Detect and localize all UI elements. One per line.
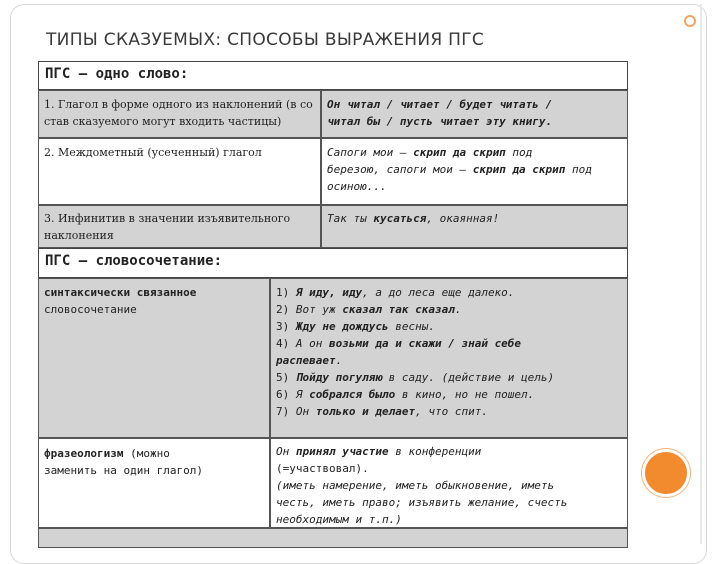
s1-row3-left-line1: 3. Инфинитив в значении изъявительного <box>44 212 291 225</box>
s1-row3-left-line2: наклонения <box>44 229 114 242</box>
example-text-pre: Я <box>295 388 310 401</box>
s1-row1-left-line1: 1. Глагол в форме одного из наклонений (в со <box>44 98 313 111</box>
example-bold: распевает <box>276 354 336 367</box>
section2-heading-text: ПГС — словосочетание: <box>45 253 223 269</box>
s1-row3-right <box>321 205 628 248</box>
s2-row2-left <box>38 438 270 528</box>
example-text: , что спит. <box>415 405 488 418</box>
example-text: в саду. (действие и цель) <box>381 371 555 384</box>
s2-row1-left-line2: словосочетание <box>44 303 137 316</box>
s1-row2-right-text4: под <box>565 163 592 176</box>
example-number: 3) <box>276 320 296 333</box>
decor-circle-small <box>684 15 696 27</box>
example-text-pre: А он <box>295 337 329 350</box>
s1-row3-right-bold: кусаться <box>373 212 427 225</box>
example-number: 7) <box>276 405 296 418</box>
s1-row1-right <box>321 90 628 138</box>
s1-row2-right-text3: березою, сапоги мои — <box>327 163 473 176</box>
s2-row1-left <box>38 278 270 438</box>
example-bold: Я иду, иду <box>295 286 363 299</box>
example-text: , а до леса еще далеко. <box>362 286 515 299</box>
example-4 <box>276 335 622 352</box>
example-bold: Жду не дождусь <box>295 320 389 333</box>
s1-row2-right-text1: Сапоги мои — <box>327 146 414 159</box>
s1-row1-right-line1: Он читал / читает / будет читать / <box>327 98 553 111</box>
example-text: . <box>454 303 462 316</box>
s2-row2-right-line5: необходимым и т.п.) <box>276 513 402 526</box>
example-bold: собрался было <box>309 388 396 401</box>
s2-row3-partial <box>38 528 628 548</box>
s1-row2-right-bold2: скрип да скрип <box>472 163 566 176</box>
example-text: весны. <box>388 320 435 333</box>
s2-row2-left-line2: заменить на один глагол) <box>44 464 203 477</box>
s2-row2-right-line4: честь, иметь право; изъявить желание, счесть <box>276 496 568 509</box>
slide-title: ТИПЫ СКАЗУЕМЫХ: СПОСОБЫ ВЫРАЖЕНИЯ ПГС <box>46 30 485 50</box>
example-3 <box>276 318 622 335</box>
example-number: 4) <box>276 337 296 350</box>
example-text-pre: Вот уж <box>295 303 343 316</box>
section1-heading <box>38 61 628 90</box>
slide-edge-rule <box>700 4 702 544</box>
s1-row1-right-line2: читал бы / пусть читает эту книгу. <box>327 115 553 128</box>
example-text: в кино, но не пошел. <box>395 388 535 401</box>
example-number: 2) <box>276 303 296 316</box>
example-text-pre: Он <box>295 405 316 418</box>
example-bold: Пойду погуляю <box>295 371 382 384</box>
s2-row2-right-text1: Он <box>276 445 296 458</box>
example-7 <box>276 403 622 420</box>
s2-row1-left-bold: синтаксически связанное <box>44 286 197 299</box>
decor-circle-large <box>642 449 690 497</box>
s2-row2-right-text2: в конференции <box>388 445 482 458</box>
s1-row2-left <box>38 138 321 205</box>
s2-row2-left-bold: фразеологизм <box>44 447 124 460</box>
example-text: . <box>335 354 343 367</box>
s1-row2-right <box>321 138 628 205</box>
example-number: 1) <box>276 286 296 299</box>
example-bold: только и делает <box>315 405 416 418</box>
example-number: 6) <box>276 388 296 401</box>
s2-row2-right-bold: принял участие <box>295 445 389 458</box>
s1-row3-right-text2: , окаянная! <box>426 212 500 225</box>
s1-row2-right-bold1: скрип да скрип <box>413 146 506 159</box>
s1-row2-right-line3: осиною... <box>327 180 387 193</box>
example-6 <box>276 386 622 403</box>
s1-row1-left <box>38 90 321 138</box>
s1-row1-left-line2: став сказуемого могут входить частицы) <box>44 115 282 128</box>
s2-row2-right <box>270 438 628 528</box>
example-bold: возьми да и скажи / знай себе <box>329 337 522 350</box>
s1-row2-right-text2: под <box>505 146 533 159</box>
example-number: 5) <box>276 371 296 384</box>
example-bold: сказал так сказал <box>342 303 455 316</box>
example-5 <box>276 369 622 386</box>
s2-row2-left-text: (можно <box>123 447 170 460</box>
section1-heading-text: ПГС — одно слово: <box>45 66 189 82</box>
s2-row2-right-line3: (иметь намерение, иметь обыкновение, иметь <box>276 479 555 492</box>
section2-heading <box>38 248 628 278</box>
s2-row1-right <box>270 278 628 438</box>
example-2 <box>276 301 622 318</box>
s1-row3-right-text1: Так ты <box>327 212 374 225</box>
s2-row2-right-line2: (=участвовал). <box>276 462 369 475</box>
example-4-cont <box>276 352 622 369</box>
s1-row2-left-line1: 2. Междометный (усеченный) глагол <box>44 146 262 159</box>
example-1 <box>276 284 622 301</box>
s1-row3-left <box>38 205 321 248</box>
